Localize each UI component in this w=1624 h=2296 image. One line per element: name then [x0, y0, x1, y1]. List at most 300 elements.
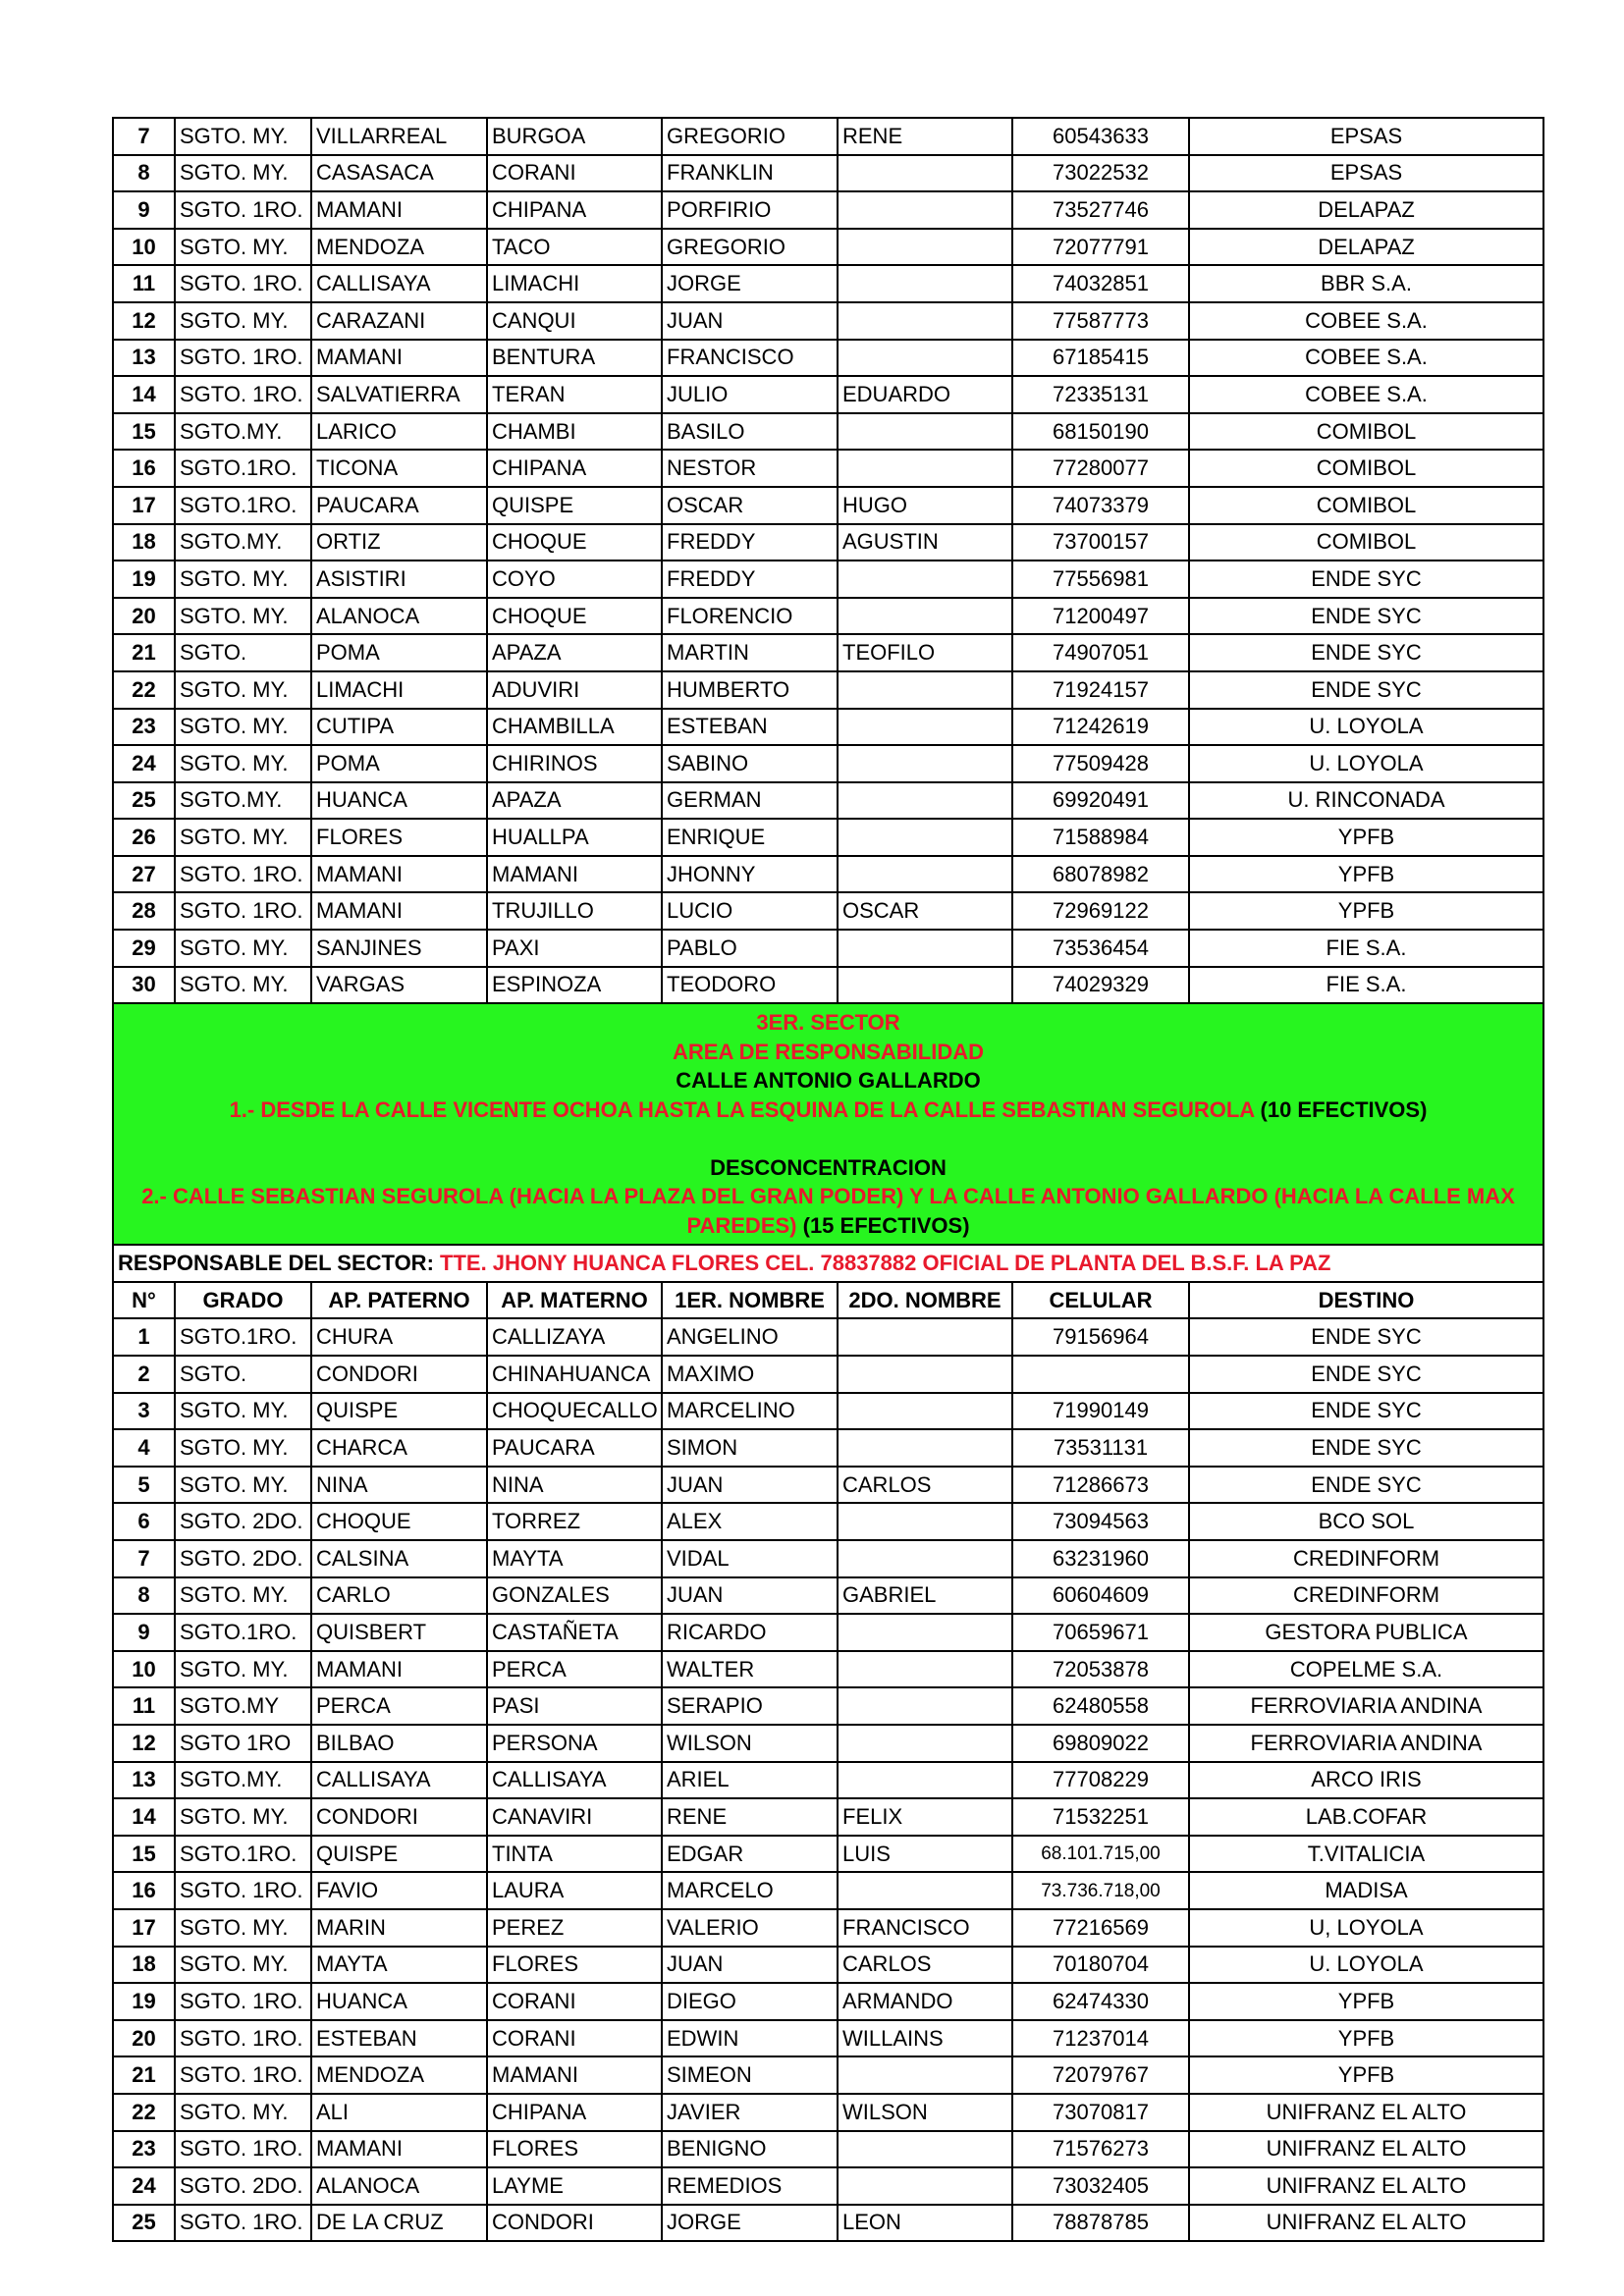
row-phone: 70659671 — [1012, 1614, 1189, 1651]
row-second-name — [838, 709, 1012, 746]
row-grade: SGTO.1RO. — [175, 1318, 311, 1356]
row-first-name: FREDDY — [662, 524, 838, 561]
row-paternal-surname: VILLARREAL — [311, 118, 487, 155]
row-grade: SGTO. 1RO. — [175, 892, 311, 930]
row-maternal-surname: PASI — [487, 1687, 662, 1725]
row-second-name: FELIX — [838, 1798, 1012, 1836]
table-row — [113, 1947, 1543, 1984]
row-destination: FIE S.A. — [1189, 967, 1543, 1004]
table-row — [113, 1762, 1543, 1799]
row-number: 18 — [113, 1947, 175, 1984]
row-number: 17 — [113, 487, 175, 524]
row-maternal-surname: NINA — [487, 1467, 662, 1504]
row-maternal-surname: CALLIZAYA — [487, 1318, 662, 1356]
row-second-name — [838, 671, 1012, 709]
row-phone: 73527746 — [1012, 191, 1189, 229]
row-second-name — [838, 1651, 1012, 1688]
table-row — [113, 2056, 1543, 2094]
row-first-name: SERAPIO — [662, 1687, 838, 1725]
row-paternal-surname: SALVATIERRA — [311, 376, 487, 413]
table-row — [113, 930, 1543, 967]
row-paternal-surname: MAYTA — [311, 1947, 487, 1984]
row-number: 5 — [113, 1467, 175, 1504]
area-title: AREA DE RESPONSABILIDAD — [673, 1039, 984, 1064]
row-number: 16 — [113, 450, 175, 487]
row-destination: LAB.COFAR — [1189, 1798, 1543, 1836]
row-destination: FERROVIARIA ANDINA — [1189, 1725, 1543, 1762]
row-destination: DELAPAZ — [1189, 229, 1543, 266]
row-grade: SGTO. 2DO. — [175, 1540, 311, 1577]
row-number: 10 — [113, 1651, 175, 1688]
row-number: 11 — [113, 265, 175, 302]
table-row — [113, 1467, 1543, 1504]
row-first-name: ESTEBAN — [662, 709, 838, 746]
row-paternal-surname: MENDOZA — [311, 229, 487, 266]
row-grade: SGTO. MY. — [175, 1429, 311, 1467]
row-phone: 73.736.718,00 — [1012, 1872, 1189, 1909]
row-maternal-surname: CHIPANA — [487, 191, 662, 229]
row-grade: SGTO. 1RO. — [175, 265, 311, 302]
row-paternal-surname: DE LA CRUZ — [311, 2205, 487, 2242]
row-paternal-surname: MAMANI — [311, 856, 487, 893]
row-first-name: HUMBERTO — [662, 671, 838, 709]
table-row — [113, 191, 1543, 229]
row-paternal-surname: FLORES — [311, 819, 487, 856]
row-paternal-surname: PAUCARA — [311, 487, 487, 524]
row-second-name — [838, 340, 1012, 377]
row-grade: SGTO. MY. — [175, 302, 311, 340]
row-second-name: LEON — [838, 2205, 1012, 2242]
row-first-name: WALTER — [662, 1651, 838, 1688]
row-first-name: JORGE — [662, 2205, 838, 2242]
table-row — [113, 1798, 1543, 1836]
row-maternal-surname: PERSONA — [487, 1725, 662, 1762]
row-destination: COMIBOL — [1189, 413, 1543, 451]
table-row — [113, 229, 1543, 266]
table-row — [113, 561, 1543, 598]
row-phone: 73022532 — [1012, 155, 1189, 192]
row-destination: U, LOYOLA — [1189, 1909, 1543, 1947]
row-number: 3 — [113, 1393, 175, 1430]
row-first-name: REMEDIOS — [662, 2167, 838, 2205]
row-first-name: FLORENCIO — [662, 598, 838, 635]
table-row — [113, 892, 1543, 930]
row-grade: SGTO 1RO — [175, 1725, 311, 1762]
row-number: 15 — [113, 413, 175, 451]
row-phone: 77587773 — [1012, 302, 1189, 340]
row-paternal-surname: QUISPE — [311, 1836, 487, 1873]
row-second-name: EDUARDO — [838, 376, 1012, 413]
row-first-name: FREDDY — [662, 561, 838, 598]
row-first-name: RICARDO — [662, 1614, 838, 1651]
row-phone: 74907051 — [1012, 634, 1189, 671]
row-phone: 74029329 — [1012, 967, 1189, 1004]
row-first-name: PABLO — [662, 930, 838, 967]
row-first-name: EDWIN — [662, 2020, 838, 2057]
table-row — [113, 1503, 1543, 1540]
row-paternal-surname: CONDORI — [311, 1356, 487, 1393]
row-destination: YPFB — [1189, 819, 1543, 856]
row-grade: SGTO. MY. — [175, 2094, 311, 2131]
row-grade: SGTO.MY. — [175, 1762, 311, 1799]
table-row — [113, 782, 1543, 820]
row-number: 2 — [113, 1356, 175, 1393]
header-number: N° — [113, 1282, 175, 1319]
row-paternal-surname: QUISPE — [311, 1393, 487, 1430]
row-maternal-surname: LIMACHI — [487, 265, 662, 302]
row-grade: SGTO.1RO. — [175, 487, 311, 524]
row-maternal-surname: CHIPANA — [487, 2094, 662, 2131]
row-maternal-surname: TRUJILLO — [487, 892, 662, 930]
row-number: 22 — [113, 671, 175, 709]
row-maternal-surname: CANQUI — [487, 302, 662, 340]
row-first-name: JUAN — [662, 302, 838, 340]
row-second-name: WILSON — [838, 2094, 1012, 2131]
row-number: 25 — [113, 2205, 175, 2242]
row-paternal-surname: NINA — [311, 1467, 487, 1504]
table-row — [113, 155, 1543, 192]
row-maternal-surname: CORANI — [487, 1983, 662, 2020]
row-paternal-surname: POMA — [311, 634, 487, 671]
row-maternal-surname: MAMANI — [487, 856, 662, 893]
row-phone: 71237014 — [1012, 2020, 1189, 2057]
row-number: 10 — [113, 229, 175, 266]
row-destination: EPSAS — [1189, 155, 1543, 192]
row-maternal-surname: PAUCARA — [487, 1429, 662, 1467]
row-maternal-surname: TINTA — [487, 1836, 662, 1873]
top-rows — [113, 118, 1543, 1003]
row-grade: SGTO. MY. — [175, 1909, 311, 1947]
row-destination: COMIBOL — [1189, 524, 1543, 561]
row-paternal-surname: POMA — [311, 745, 487, 782]
row-first-name: TEODORO — [662, 967, 838, 1004]
header-phone: CELULAR — [1012, 1282, 1189, 1319]
row-destination: ENDE SYC — [1189, 598, 1543, 635]
row-first-name: MARCELINO — [662, 1393, 838, 1430]
table-row — [113, 524, 1543, 561]
row-number: 25 — [113, 782, 175, 820]
table-row — [113, 709, 1543, 746]
row-second-name — [838, 1872, 1012, 1909]
row-destination: COMIBOL — [1189, 487, 1543, 524]
row-grade: SGTO. 1RO. — [175, 376, 311, 413]
table-row — [113, 671, 1543, 709]
row-number: 19 — [113, 561, 175, 598]
bottom-rows — [113, 1318, 1543, 2241]
row-destination: YPFB — [1189, 892, 1543, 930]
row-first-name: ANGELINO — [662, 1318, 838, 1356]
row-paternal-surname: MENDOZA — [311, 2056, 487, 2094]
row-destination: ARCO IRIS — [1189, 1762, 1543, 1799]
row-destination: U. LOYOLA — [1189, 745, 1543, 782]
row-first-name: MAXIMO — [662, 1356, 838, 1393]
row-grade: SGTO. 2DO. — [175, 2167, 311, 2205]
row-paternal-surname: CHURA — [311, 1318, 487, 1356]
row-grade: SGTO. MY. — [175, 155, 311, 192]
row-phone: 71990149 — [1012, 1393, 1189, 1430]
row-paternal-surname: CARLO — [311, 1577, 487, 1615]
sector-title: 3ER. SECTOR — [756, 1010, 900, 1036]
row-second-name: LUIS — [838, 1836, 1012, 1873]
row-destination: FIE S.A. — [1189, 930, 1543, 967]
row-grade: SGTO. 1RO. — [175, 856, 311, 893]
row-number: 15 — [113, 1836, 175, 1873]
row-number: 9 — [113, 191, 175, 229]
row-phone: 71924157 — [1012, 671, 1189, 709]
row-destination: ENDE SYC — [1189, 1318, 1543, 1356]
row-grade: SGTO. MY. — [175, 671, 311, 709]
table-row — [113, 1872, 1543, 1909]
row-second-name — [838, 2131, 1012, 2168]
row-number: 21 — [113, 634, 175, 671]
row-paternal-surname: CALLISAYA — [311, 1762, 487, 1799]
row-destination: YPFB — [1189, 1983, 1543, 2020]
row-phone: 69809022 — [1012, 1725, 1189, 1762]
row-grade: SGTO. MY. — [175, 930, 311, 967]
row-first-name: JORGE — [662, 265, 838, 302]
row-paternal-surname: MAMANI — [311, 191, 487, 229]
row-maternal-surname: CHINAHUANCA — [487, 1356, 662, 1393]
row-number: 14 — [113, 376, 175, 413]
table-row — [113, 302, 1543, 340]
row-phone: 62480558 — [1012, 1687, 1189, 1725]
row-paternal-surname: VARGAS — [311, 967, 487, 1004]
table-row — [113, 1577, 1543, 1615]
row-second-name — [838, 191, 1012, 229]
row-phone: 74032851 — [1012, 265, 1189, 302]
row-maternal-surname: ESPINOZA — [487, 967, 662, 1004]
table-row — [113, 1909, 1543, 1947]
table-row — [113, 413, 1543, 451]
row-second-name — [838, 782, 1012, 820]
row-grade: SGTO. MY. — [175, 819, 311, 856]
row-maternal-surname: FLORES — [487, 1947, 662, 1984]
row-paternal-surname: CHOQUE — [311, 1503, 487, 1540]
sector-band — [113, 1003, 1543, 1318]
row-second-name: AGUSTIN — [838, 524, 1012, 561]
row-first-name: ARIEL — [662, 1762, 838, 1799]
row-number: 9 — [113, 1614, 175, 1651]
row-grade: SGTO. 1RO. — [175, 340, 311, 377]
row-destination: CREDINFORM — [1189, 1577, 1543, 1615]
row-phone: 72335131 — [1012, 376, 1189, 413]
row-second-name: TEOFILO — [838, 634, 1012, 671]
row-paternal-surname: SANJINES — [311, 930, 487, 967]
row-first-name: FRANKLIN — [662, 155, 838, 192]
row-first-name: MARTIN — [662, 634, 838, 671]
row-grade: SGTO. 2DO. — [175, 1503, 311, 1540]
desconcentracion-title: DESCONCENTRACION — [710, 1154, 947, 1180]
row-maternal-surname: CHAMBI — [487, 413, 662, 451]
row-second-name — [838, 450, 1012, 487]
row-destination: MADISA — [1189, 1872, 1543, 1909]
table-row — [113, 598, 1543, 635]
table-row — [113, 1318, 1543, 1356]
row-maternal-surname: CHIRINOS — [487, 745, 662, 782]
row-maternal-surname: CHOQUE — [487, 598, 662, 635]
row-number: 17 — [113, 1909, 175, 1947]
row-maternal-surname: MAYTA — [487, 1540, 662, 1577]
row-second-name — [838, 967, 1012, 1004]
row-number: 12 — [113, 1725, 175, 1762]
row-maternal-surname: CORANI — [487, 155, 662, 192]
row-second-name — [838, 1429, 1012, 1467]
row-destination: ENDE SYC — [1189, 561, 1543, 598]
row-second-name — [838, 1540, 1012, 1577]
row-phone: 73070817 — [1012, 2094, 1189, 2131]
row-maternal-surname: CHIPANA — [487, 450, 662, 487]
row-paternal-surname: HUANCA — [311, 1983, 487, 2020]
row-number: 11 — [113, 1687, 175, 1725]
row-phone: 73700157 — [1012, 524, 1189, 561]
row-grade: SGTO. 1RO. — [175, 2020, 311, 2057]
header-second-name: 2DO. NOMBRE — [838, 1282, 1012, 1319]
header-grade: GRADO — [175, 1282, 311, 1319]
row-destination: ENDE SYC — [1189, 1356, 1543, 1393]
table-row — [113, 118, 1543, 155]
row-second-name — [838, 561, 1012, 598]
header-maternal-surname: AP. MATERNO — [487, 1282, 662, 1319]
row-number: 1 — [113, 1318, 175, 1356]
row-number: 27 — [113, 856, 175, 893]
table-row — [113, 1687, 1543, 1725]
row-grade: SGTO. MY. — [175, 1651, 311, 1688]
row-first-name: JHONNY — [662, 856, 838, 893]
row-paternal-surname: ESTEBAN — [311, 2020, 487, 2057]
table-row — [113, 1725, 1543, 1762]
row-paternal-surname: TICONA — [311, 450, 487, 487]
row-paternal-surname: CONDORI — [311, 1798, 487, 1836]
row-paternal-surname: PERCA — [311, 1687, 487, 1725]
row-second-name: CARLOS — [838, 1467, 1012, 1504]
row-maternal-surname: BURGOA — [487, 118, 662, 155]
row-destination: COBEE S.A. — [1189, 340, 1543, 377]
table-row — [113, 1836, 1543, 1873]
row-maternal-surname: TERAN — [487, 376, 662, 413]
row-number: 7 — [113, 118, 175, 155]
row-paternal-surname: CALSINA — [311, 1540, 487, 1577]
row-phone: 60543633 — [1012, 118, 1189, 155]
row-maternal-surname: PEREZ — [487, 1909, 662, 1947]
row-second-name — [838, 819, 1012, 856]
row-destination: U. LOYOLA — [1189, 1947, 1543, 1984]
row-grade: SGTO. 1RO. — [175, 1983, 311, 2020]
row-destination: YPFB — [1189, 2056, 1543, 2094]
row-grade: SGTO. MY. — [175, 229, 311, 266]
row-first-name: VIDAL — [662, 1540, 838, 1577]
table-row — [113, 2020, 1543, 2057]
row-phone: 63231960 — [1012, 1540, 1189, 1577]
row-first-name: JAVIER — [662, 2094, 838, 2131]
table-row — [113, 265, 1543, 302]
row-maternal-surname: CHOQUE — [487, 524, 662, 561]
row-grade: SGTO.1RO. — [175, 1614, 311, 1651]
row-grade: SGTO. MY. — [175, 1947, 311, 1984]
row-maternal-surname: ADUVIRI — [487, 671, 662, 709]
row-grade: SGTO. — [175, 1356, 311, 1393]
row-first-name: SIMON — [662, 1429, 838, 1467]
row-destination: ENDE SYC — [1189, 1393, 1543, 1430]
street-title: CALLE ANTONIO GALLARDO — [676, 1068, 981, 1094]
row-maternal-surname: LAYME — [487, 2167, 662, 2205]
row-number: 20 — [113, 598, 175, 635]
row-number: 24 — [113, 745, 175, 782]
row-second-name — [838, 745, 1012, 782]
row-destination: CREDINFORM — [1189, 1540, 1543, 1577]
row-destination: YPFB — [1189, 2020, 1543, 2057]
table-row — [113, 2205, 1543, 2242]
row-number: 21 — [113, 2056, 175, 2094]
row-phone: 77556981 — [1012, 561, 1189, 598]
row-grade: SGTO.MY. — [175, 782, 311, 820]
row-grade: SGTO.1RO. — [175, 1836, 311, 1873]
row-phone: 72077791 — [1012, 229, 1189, 266]
row-maternal-surname: PERCA — [487, 1651, 662, 1688]
row-maternal-surname: TORREZ — [487, 1503, 662, 1540]
row-maternal-surname: APAZA — [487, 782, 662, 820]
table-row — [113, 450, 1543, 487]
row-second-name — [838, 1687, 1012, 1725]
row-grade: SGTO. MY. — [175, 745, 311, 782]
row-first-name: FRANCISCO — [662, 340, 838, 377]
table-row — [113, 1614, 1543, 1651]
row-second-name — [838, 598, 1012, 635]
row-second-name — [838, 1393, 1012, 1430]
row-destination: UNIFRANZ EL ALTO — [1189, 2131, 1543, 2168]
row-phone: 79156964 — [1012, 1318, 1189, 1356]
row-second-name — [838, 2056, 1012, 2094]
row-paternal-surname: LARICO — [311, 413, 487, 451]
row-destination: BBR S.A. — [1189, 265, 1543, 302]
row-first-name: OSCAR — [662, 487, 838, 524]
row-destination: UNIFRANZ EL ALTO — [1189, 2205, 1543, 2242]
row-second-name: WILLAINS — [838, 2020, 1012, 2057]
row-phone: 72079767 — [1012, 2056, 1189, 2094]
row-maternal-surname: APAZA — [487, 634, 662, 671]
row-maternal-surname: CANAVIRI — [487, 1798, 662, 1836]
row-phone: 68.101.715,00 — [1012, 1836, 1189, 1873]
row-first-name: EDGAR — [662, 1836, 838, 1873]
row-grade: SGTO.MY. — [175, 413, 311, 451]
row-second-name: CARLOS — [838, 1947, 1012, 1984]
row-destination: DELAPAZ — [1189, 191, 1543, 229]
table-row — [113, 1983, 1543, 2020]
row-paternal-surname: ALANOCA — [311, 598, 487, 635]
row-paternal-surname: MAMANI — [311, 1651, 487, 1688]
row-grade: SGTO. MY. — [175, 1393, 311, 1430]
row-grade: SGTO. MY. — [175, 967, 311, 1004]
header-destination: DESTINO — [1189, 1282, 1543, 1319]
row-first-name: SABINO — [662, 745, 838, 782]
row-destination: ENDE SYC — [1189, 634, 1543, 671]
row-number: 7 — [113, 1540, 175, 1577]
row-destination: COPELME S.A. — [1189, 1651, 1543, 1688]
row-first-name: JUAN — [662, 1947, 838, 1984]
row-number: 8 — [113, 1577, 175, 1615]
row-first-name: JULIO — [662, 376, 838, 413]
row-number: 12 — [113, 302, 175, 340]
row-second-name: OSCAR — [838, 892, 1012, 930]
row-paternal-surname: BILBAO — [311, 1725, 487, 1762]
row-phone: 68078982 — [1012, 856, 1189, 893]
row-maternal-surname: GONZALES — [487, 1577, 662, 1615]
table-row — [113, 2094, 1543, 2131]
row-grade: SGTO. 1RO. — [175, 2056, 311, 2094]
row-number: 29 — [113, 930, 175, 967]
row-grade: SGTO. MY. — [175, 1577, 311, 1615]
row-first-name: ALEX — [662, 1503, 838, 1540]
row-phone: 67185415 — [1012, 340, 1189, 377]
